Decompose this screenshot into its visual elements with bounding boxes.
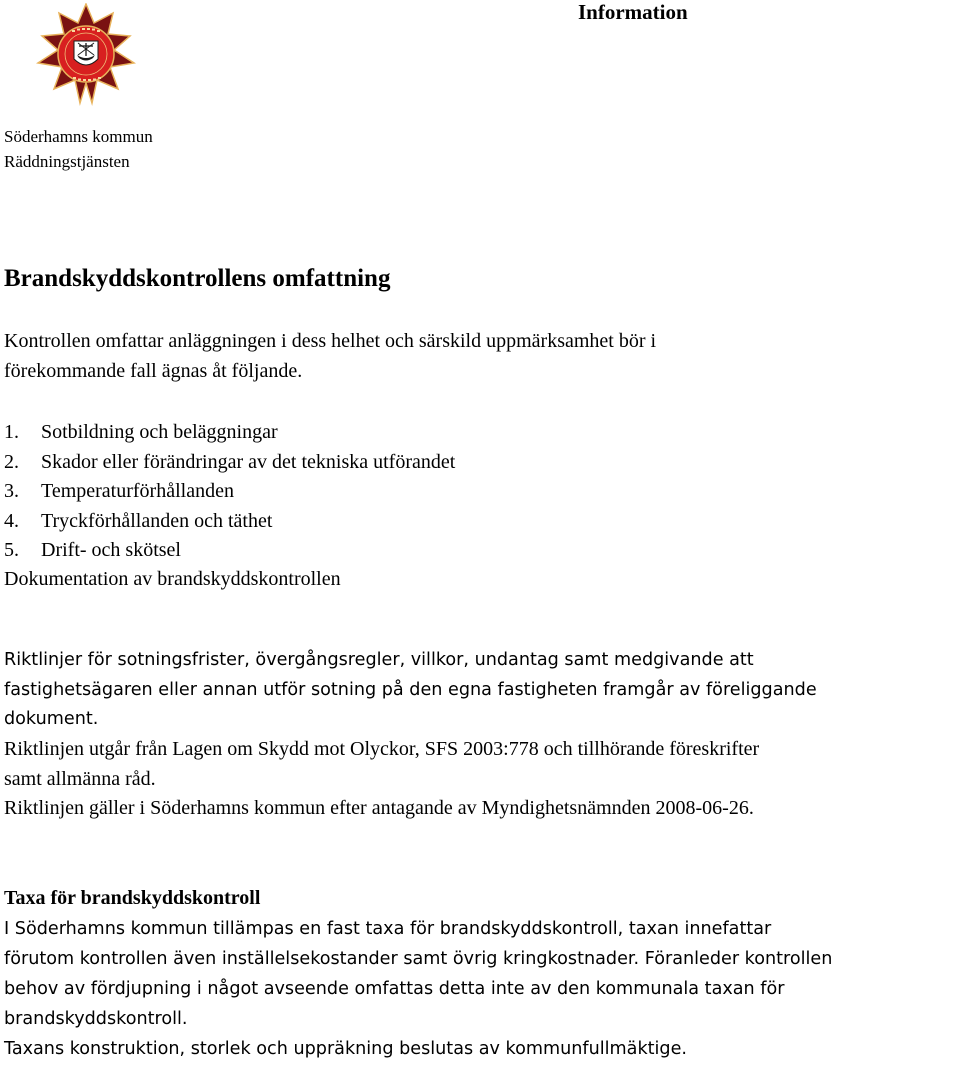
department-name: Räddningstjänsten — [4, 152, 130, 171]
fee-line: Taxans konstruktion, storlek och uppräkning beslutas av kommunfullmäktige. — [4, 1039, 688, 1059]
fee-line: förutom kontrollen även inställelsekostander samt övrig kringkostnader. Föranleder kontrollen — [4, 949, 833, 969]
list-item-number: 2. — [4, 450, 19, 473]
list-item-text: Skador eller förändringar av det tekniska utförandet — [41, 450, 456, 473]
organization-block — [4, 124, 153, 174]
list-item-number: 5. — [4, 539, 19, 561]
legal-basis-line: Riktlinjen gäller i Söderhamns kommun efter antagande av Myndighetsnämnden 2008-06-26. — [4, 797, 754, 819]
list-item — [4, 477, 455, 507]
list-item — [4, 448, 455, 478]
intro-paragraph — [4, 327, 656, 386]
list-item — [4, 536, 455, 566]
guidelines-line: dokument. — [4, 709, 99, 729]
documentation-line: Dokumentation av brandskyddskontrollen — [4, 568, 341, 590]
fee-paragraph — [4, 914, 832, 1064]
inspection-items-list — [4, 418, 455, 566]
guidelines-paragraph — [4, 646, 817, 735]
intro-line: förekommande fall ägnas åt följande. — [4, 359, 303, 382]
intro-line: Kontrollen omfattar anläggningen i dess helhet och särskild uppmärksamhet bör i — [4, 330, 657, 352]
list-item-number: 1. — [4, 421, 19, 443]
legal-basis-line: samt allmänna råd. — [4, 767, 156, 790]
fee-line: brandskyddskontroll. — [4, 1009, 188, 1029]
municipality-name: Söderhamns kommun — [4, 127, 153, 146]
list-item — [4, 507, 455, 537]
list-item-text: Temperaturförhållanden — [41, 480, 234, 502]
document-type-label: Information — [578, 0, 688, 24]
list-item-text: Tryckförhållanden och täthet — [41, 509, 273, 532]
guidelines-line: Riktlinjer för sotningsfrister, övergångsregler, villkor, undantag samt medgivande att — [4, 650, 754, 670]
fire-rescue-emblem-icon — [30, 3, 142, 109]
section-heading-scope: Brandskyddskontrollens omfattning — [4, 265, 391, 292]
section-heading-fee: Taxa för brandskyddskontroll — [4, 887, 261, 909]
list-item-text: Sotbildning och beläggningar — [41, 421, 278, 443]
fee-line: I Söderhamns kommun tillämpas en fast taxa för brandskyddskontroll, taxan innefattar — [4, 919, 772, 939]
list-item-number: 3. — [4, 480, 19, 502]
list-item-number: 4. — [4, 509, 19, 532]
legal-basis-paragraph — [4, 735, 759, 824]
guidelines-line: fastighetsägaren eller annan utför sotning på den egna fastigheten framgår av föreliggande — [4, 679, 817, 700]
list-item — [4, 418, 455, 448]
fee-line: behov av fördjupning i något avseende omfattas detta inte av den kommunala taxan för — [4, 979, 785, 999]
legal-basis-line: Riktlinjen utgår från Lagen om Skydd mot Olyckor, SFS 2003:778 och tillhörande föreskrifter — [4, 738, 760, 760]
list-item-text: Drift- och skötsel — [41, 539, 181, 561]
